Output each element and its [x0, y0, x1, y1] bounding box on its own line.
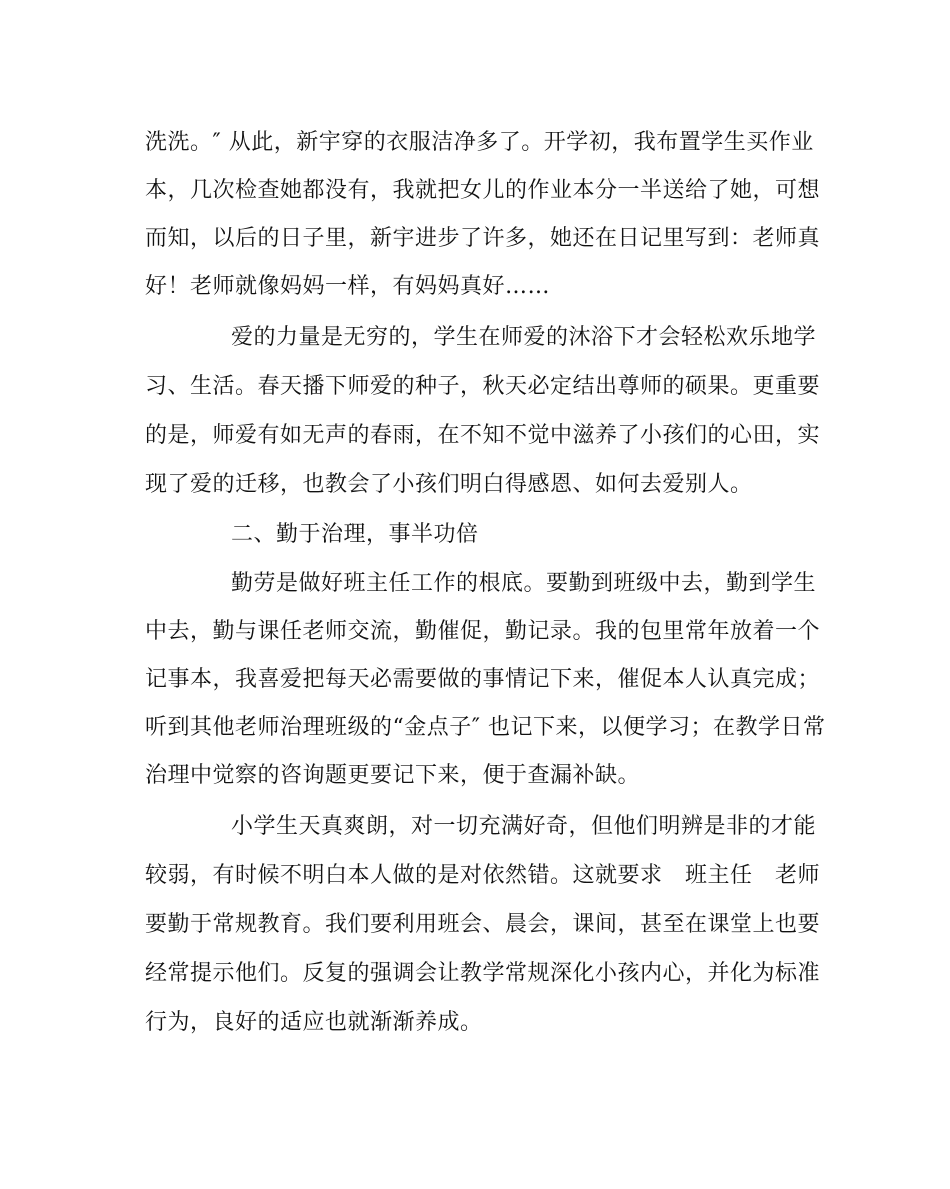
text-line: 较弱，有时候不明白本人做的是对依然错。这就要求 班主任 老师	[145, 863, 821, 888]
section-heading: 二、勤于治理，事半功倍	[231, 522, 479, 547]
text-line: 好！老师就像妈妈一样，有妈妈真好……	[145, 274, 551, 299]
paragraph-first-line: 爱的力量是无穷的，学生在师爱的沐浴下才会轻松欢乐地学	[231, 325, 817, 350]
text-line: 洗洗。″ 从此，新宇穿的衣服洁净多了。开学初，我布置学生买作业	[145, 130, 814, 155]
text-line: 现了爱的迁移，也教会了小孩们明白得感恩、如何去爱别人。	[145, 472, 753, 497]
text-line: 行为，良好的适应也就渐渐养成。	[145, 1010, 483, 1035]
text-line: 本，几次检查她都没有，我就把女儿的作业本分一半送给了她，可想	[145, 178, 821, 203]
text-line: 中去，勤与课任老师交流，勤催促，勤记录。我的包里常年放着一个	[145, 619, 821, 644]
text-line: 治理中觉察的咨询题更要记下来，便于查漏补缺。	[145, 763, 641, 788]
text-line: 的是，师爱有如无声的春雨，在不知不觉中滋养了小孩们的心田，实	[145, 423, 821, 448]
paragraph-first-line: 小学生天真爽朗，对一切充满好奇，但他们明辨是非的才能	[231, 814, 817, 839]
paragraph-first-line: 勤劳是做好班主任工作的根底。要勤到班级中去，勤到学生	[231, 571, 817, 596]
text-line: 要勤于常规教育。我们要利用班会、晨会，课间，甚至在课堂上也要	[145, 912, 821, 937]
text-line: 经常提示他们。反复的强调会让教学常规深化小孩内心，并化为标准	[145, 961, 821, 986]
text-line: 习、生活。春天播下师爱的种子，秋天必定结出尊师的硕果。更重要	[145, 374, 821, 399]
text-line: 听到其他老师治理班级的“金点子″ 也记下来，以便学习；在教学日常	[145, 715, 826, 740]
text-line: 而知，以后的日子里，新宇进步了许多，她还在日记里写到：老师真	[145, 226, 821, 251]
text-line: 记事本，我喜爱把每天必需要做的事情记下来，催促本人认真完成；	[145, 667, 821, 692]
